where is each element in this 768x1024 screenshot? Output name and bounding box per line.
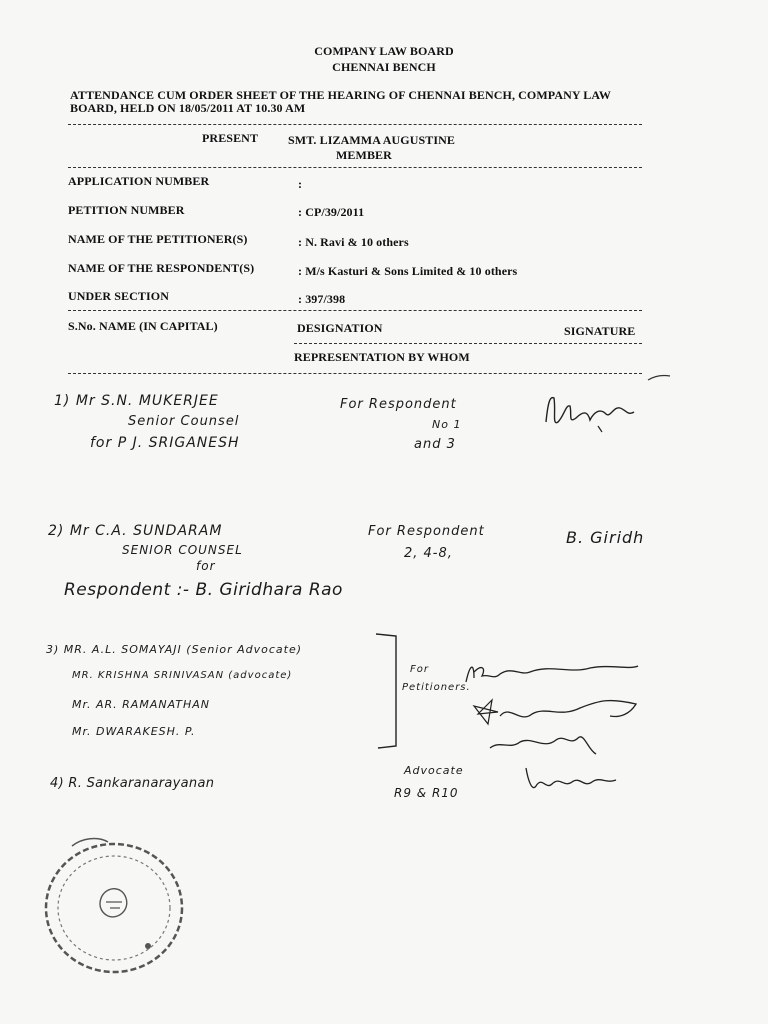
- representation: For: [410, 664, 429, 675]
- field-value: : N. Ravi & 10 others: [298, 235, 409, 249]
- attendee-name: 3) MR. A.L. SOMAYAJI (Senior Advocate): [46, 643, 303, 656]
- divider: [68, 167, 642, 168]
- sheet-title-line1: ATTENDANCE CUM ORDER SHEET OF THE HEARING OF CHENNAI BENCH, COMPANY LAW: [70, 88, 611, 102]
- sheet-title-line2: BOARD, HELD ON 18/05/2011 AT 10.30 AM: [70, 101, 306, 115]
- attendee-for: for: [196, 559, 216, 573]
- handwritten-signature: [520, 760, 620, 800]
- respondent-representative: Respondent :- B. Giridhara Rao: [64, 580, 343, 600]
- field-value: : M/s Kasturi & Sons Limited & 10 others: [298, 264, 518, 278]
- field-value: :: [298, 177, 303, 191]
- handwritten-signature: [460, 654, 640, 764]
- attendee-name: 4) R. Sankaranarayanan: [50, 776, 215, 791]
- divider: [68, 373, 642, 374]
- divider: [294, 343, 642, 344]
- representation: For Respondent: [368, 524, 485, 539]
- attendee-name: Mr. DWARAKESH. P.: [72, 725, 196, 738]
- representation: R9 & R10: [394, 786, 459, 800]
- divider: [68, 310, 642, 311]
- field-value: : 397/398: [298, 292, 346, 306]
- bench-name: CHENNAI BENCH: [332, 60, 436, 74]
- representation: Petitioners.: [402, 682, 471, 693]
- field-label: APPLICATION NUMBER: [68, 174, 210, 188]
- column-signature: SIGNATURE: [564, 324, 636, 338]
- attendee-name: Mr. AR. RAMANATHAN: [72, 698, 211, 711]
- bracket: [374, 632, 404, 750]
- pen-mark: [648, 374, 672, 382]
- handwritten-signature: B. Giridh: [566, 528, 645, 547]
- column-designation: DESIGNATION: [297, 321, 383, 335]
- present-role: MEMBER: [336, 148, 392, 162]
- representation: 2, 4-8,: [404, 546, 453, 561]
- attendee-name: 1) Mr S.N. MUKERJEE: [54, 393, 219, 409]
- column-sno-name: S.No. NAME (IN CAPITAL): [68, 319, 218, 333]
- field-value: : CP/39/2011: [298, 205, 365, 219]
- field-label: NAME OF THE RESPONDENT(S): [68, 261, 255, 275]
- attendee-title: SENIOR COUNSEL: [122, 543, 243, 557]
- present-label: PRESENT: [202, 131, 259, 145]
- column-representation: REPRESENTATION BY WHOM: [294, 350, 470, 364]
- representation: Advocate: [404, 764, 464, 777]
- representation: and 3: [414, 437, 456, 452]
- field-label: NAME OF THE PETITIONER(S): [68, 232, 248, 246]
- representation: No 1: [432, 418, 462, 431]
- official-seal-stamp: [42, 836, 188, 976]
- attendee-name: MR. KRISHNA SRINIVASAN (advocate): [72, 670, 293, 681]
- field-label: UNDER SECTION: [68, 289, 169, 303]
- board-name: COMPANY LAW BOARD: [314, 44, 454, 58]
- present-name: SMT. LIZAMMA AUGUSTINE: [288, 133, 456, 147]
- attendee-name: 2) Mr C.A. SUNDARAM: [48, 523, 223, 539]
- handwritten-signature: [540, 392, 640, 436]
- representation: For Respondent: [340, 397, 457, 412]
- attendee-title: Senior Counsel: [128, 414, 240, 429]
- attendee-for: for P J. SRIGANESH: [90, 435, 240, 451]
- divider: [68, 124, 642, 125]
- field-label: PETITION NUMBER: [68, 203, 185, 217]
